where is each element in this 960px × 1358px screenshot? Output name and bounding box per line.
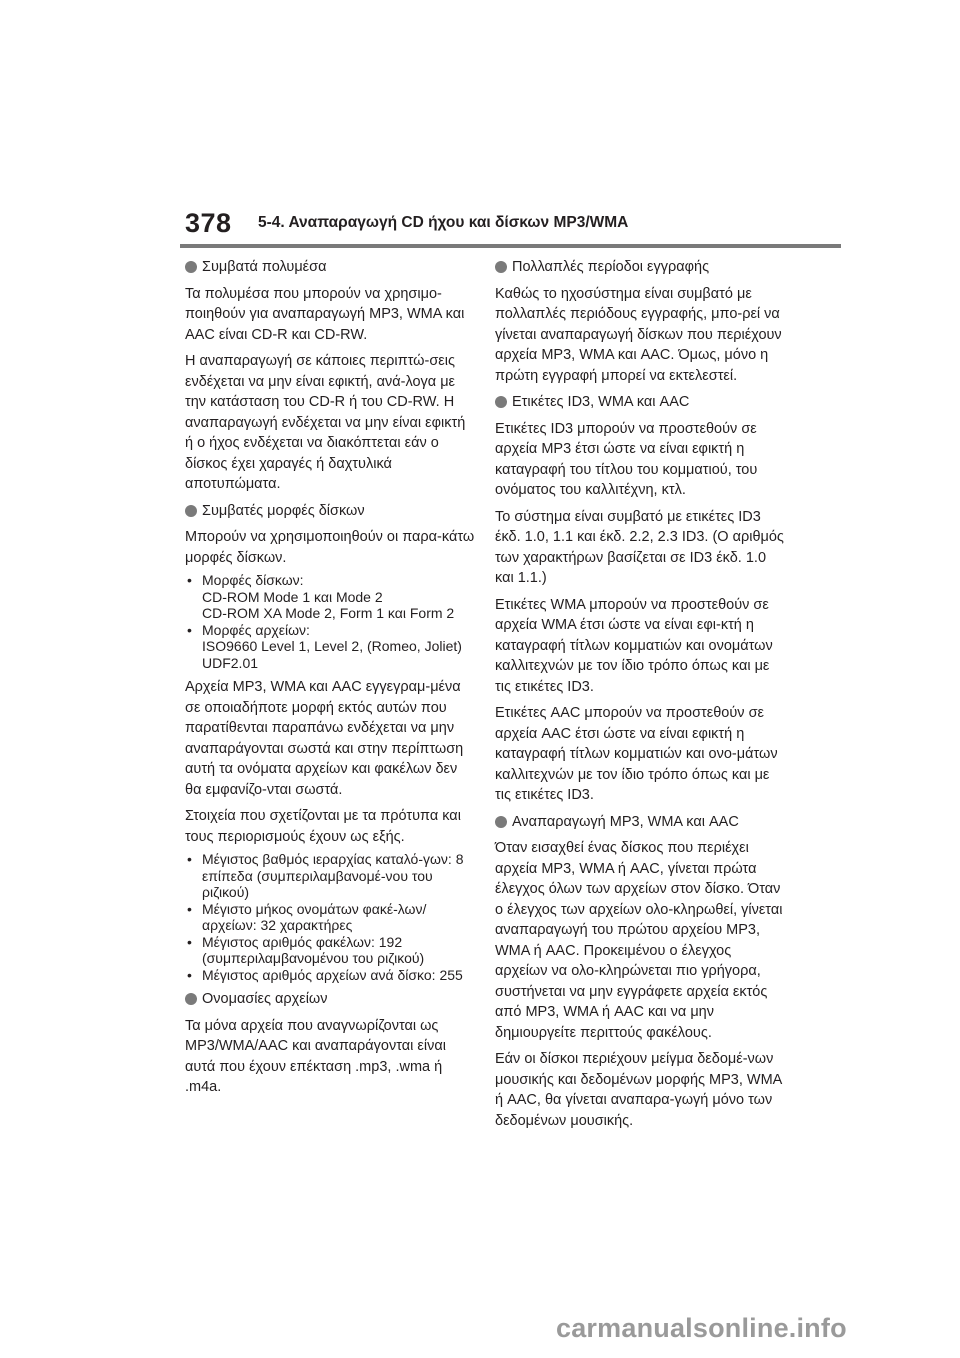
section-heading [495, 257, 785, 278]
paragraph: Μπορούν να χρησιμοποιηθούν οι παρα-κάτω μορφές δίσκων. [185, 529, 475, 566]
bullet-list [185, 572, 475, 671]
bullet-list [185, 851, 475, 983]
list-subline: CD-ROM Mode 1 και Mode 2 [202, 588, 383, 605]
paragraph: Καθώς το ηχοσύστημα είναι συμβατό με πολλαπλές περιόδους εγγραφής, μπο-ρεί να γίνεται αναπαραγωγή δίσκων που περιέχουν αρχεία MP3, WMA και AAC. Όμως, μόνο η πρώτη εγγραφή μπορεί να εκτελεστεί. [495, 285, 782, 384]
section-heading [495, 812, 785, 833]
list-subline: ISO9660 Level 1, Level 2, (Romeo, Joliet) [202, 638, 462, 654]
list-item: • Μέγιστο μήκος ονομάτων φακέ-λων/αρχείων: 32 χαρακτήρες [187, 900, 427, 933]
section-title: Ετικέτες ID3, WMA και AAC [512, 394, 690, 410]
section-title: Αναπαραγωγή MP3, WMA και AAC [512, 813, 739, 830]
list-item: • Μέγιστος αριθμός φακέλων: 192 (συμπεριλαμβανομένου του ριζικού) [187, 933, 425, 966]
chapter-title: 5-4. Αναπαραγωγή CD ήχου και δίσκων MP3/WMA [258, 214, 629, 231]
section-heading [185, 989, 475, 1010]
bullet-dot-icon [495, 261, 507, 273]
section-heading [185, 257, 475, 278]
section-title: Ονομασίες αρχείων [202, 991, 328, 1007]
bullet-dot-icon [185, 993, 197, 1005]
paragraph: Στοιχεία που σχετίζονται με τα πρότυπα και τους περιορισμούς έχουν ως εξής. [185, 808, 461, 845]
section-title: Συμβατές μορφές δίσκων [202, 502, 365, 519]
bullet-dot-icon [185, 505, 197, 517]
list-subline: UDF2.01 [202, 654, 259, 671]
list-item: • Μορφές δίσκων: CD-ROM Mode 1 και Mode 2 CD-ROM XA Mode 2, Form 1 και Form 2 [185, 572, 475, 622]
page-number: 378 [185, 208, 232, 238]
right-column [495, 257, 785, 1137]
list-item: • Μέγιστος αριθμός αρχείων ανά δίσκο: 255 [187, 966, 463, 983]
section-title: Συμβατά πολυμέσα [202, 259, 327, 275]
left-column [185, 257, 475, 1104]
paragraph: Τα πολυμέσα που μπορούν να χρησιμο-ποιηθούν για αναπαραγωγή MP3, WMA και AAC είναι CD-R και CD-RW. [185, 285, 465, 343]
section-heading [495, 392, 785, 413]
section-heading [185, 501, 475, 522]
paragraph: Ετικέτες ID3 μπορούν να προστεθούν σε αρχεία MP3 έτσι ώστε να είναι εφικτή η καταγραφή του τίτλου του κομματιού, του ονόματος του καλλιτέχνη, κτλ. [495, 420, 758, 498]
paragraph: Το σύστημα είναι συμβατό με ετικέτες ID3 έκδ. 1.0, 1.1 και έκδ. 2.2, 2.3 ID3. (Ο αριθμός των χαρακτήρων βασίζεται σε ID3 έκδ. 1.0 και 1.1.) [495, 508, 784, 586]
paragraph: Ετικέτες WMA μπορούν να προστεθούν σε αρχεία WMA έτσι ώστε να είναι εφι-κτή η καταγραφή τίτλων κομματιών και ονομάτων καλλιτεχνών με τον ίδιο τρόπο όπως και με τις ετικέτες ID3. [495, 596, 773, 695]
paragraph: Αρχεία MP3, WMA και AAC εγγεγραμ-μένα σε οποιαδήποτε μορφή εκτός αυτών που παρατίθενται παραπάνω ενδέχεται να μην αναπαράγονται σωστά και στην περίπτωση αυτή τα ονόματα αρχείων και φακέλων δεν θα εμφανίζο-νται σωστά. [185, 679, 464, 798]
list-subline: CD-ROM XA Mode 2, Form 1 και Form 2 [202, 605, 455, 621]
paragraph: Όταν εισαχθεί ένας δίσκος που περιέχει αρχεία MP3, WMA ή AAC, γίνεται πρώτα έλεγχος όλων των αρχείων στον δίσκο. Όταν ο έλεγχος των αρχείων ολο-κληρωθεί, γίνεται αναπαραγωγή του πρώτου αρχείου MP3, WMA ή AAC. Προκειμένου ο έλεγχος αρχείων να ολο-κληρώνεται πιο γρήγορα, συστήνεται να μην εγγράφετε αρχεία εκτός από MP3, WMA ή AAC και να μην δημιουργείτε περιττούς φακέλους. [495, 840, 783, 1041]
list-item: • Μορφές αρχείων: ISO9660 Level 1, Level 2, (Romeo, Joliet) UDF2.01 [185, 622, 475, 672]
paragraph: Ετικέτες AAC μπορούν να προστεθούν σε αρχεία AAC έτσι ώστε να είναι εφικτή η καταγραφή τίτλων κομματιών και ονο-μάτων καλλιτεχνών με τον ίδιο τρόπο όπως και με τις ετικέτες ID3. [495, 705, 778, 803]
bullet-dot-icon [185, 261, 197, 273]
bullet-dot-icon [495, 396, 507, 408]
paragraph: Τα μόνα αρχεία που αναγνωρίζονται ως MP3/WMA/AAC και αναπαράγονται είναι αυτά που έχουν επέκταση .mp3, .wma ή .m4a. [185, 1017, 446, 1095]
page-header [0, 0, 960, 250]
watermark: carmanualsonline.info [556, 1313, 847, 1343]
paragraph: Η αναπαραγωγή σε κάποιες περιπτώ-σεις ενδέχεται να μην είναι εφικτή, ανά-λογα με την κατάσταση του CD-R ή του CD-RW. Η αναπαραγωγή ενδέχεται να μην είναι εφικτή ή ο ήχος ενδέχεται να διακόπτεται εάν ο δίσκος έχει χαραγές ή δαχτυλικά αποτυπώματα. [185, 353, 466, 492]
list-item: • Μέγιστος βαθμός ιεραρχίας καταλό-γων: 8 επίπεδα (συμπεριλαμβανομέ-νου του ριζικού) [187, 851, 464, 900]
bullet-dot-icon [495, 816, 507, 828]
paragraph: Εάν οι δίσκοι περιέχουν μείγμα δεδομέ-νων μουσικής και δεδομένων μορφής MP3, WMA ή AAC, θα γίνεται αναπαρα-γωγή μόνο των δεδομένων μουσικής. [495, 1051, 782, 1129]
section-title: Πολλαπλές περίοδοι εγγραφής [512, 259, 710, 275]
header-rule [180, 244, 841, 248]
